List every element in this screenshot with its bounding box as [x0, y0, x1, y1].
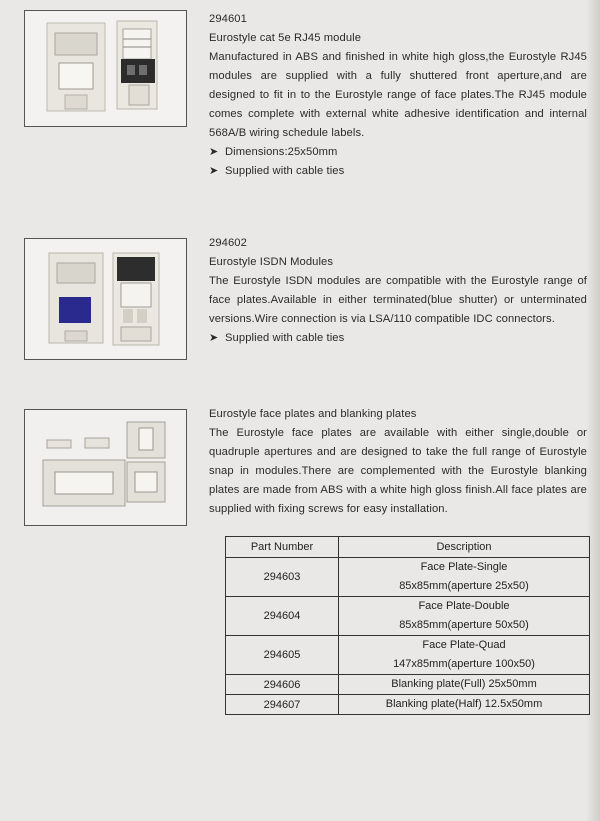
product-code: 294602 — [209, 237, 247, 249]
bullet-item: ➤ Supplied with cable ties — [209, 162, 587, 181]
face-plates-photo — [24, 409, 187, 526]
table-row — [226, 675, 590, 695]
description-cell: Blanking plate(Full) 25x50mm — [339, 675, 590, 695]
column-header: Part Number — [226, 537, 339, 558]
product-294602 — [209, 234, 587, 348]
isdn-module-photo — [24, 238, 187, 360]
product-title: Eurostyle face plates and blanking plates — [209, 408, 417, 420]
product-description: The Eurostyle face plates are available with either single,double or quadruple apertures and are designed to take the full range of Eurostyle snap in modules.There are complemented with the Eurostyle blanking plates are made from ABS with a white high gloss finish.All face plates are supplied with fixing screws for easy installation. — [209, 427, 587, 515]
part-number-table — [225, 536, 590, 715]
product-294601 — [209, 10, 587, 181]
product-code: 294601 — [209, 13, 247, 25]
description-cell: Face Plate-Single 85x85mm(aperture 25x50) — [339, 558, 590, 597]
product-title: Eurostyle ISDN Modules — [209, 256, 334, 268]
table-row — [226, 558, 590, 597]
product-title: Eurostyle cat 5e RJ45 module — [209, 32, 362, 44]
table-row — [226, 695, 590, 715]
product-face-plates — [209, 405, 587, 519]
product-description: Manufactured in ABS and finished in white high gloss,the Eurostyle RJ45 modules are supplied with a fully shuttered front aperture,and are designed to fit in to the Eurostyle range of face plates.The RJ45 module comes complete with external white adhesive identification and internal 568A/B wiring schedule labels. — [209, 51, 587, 139]
part-number-cell: 294604 — [226, 597, 339, 636]
table-header-row — [226, 537, 590, 558]
column-header: Description — [339, 537, 590, 558]
description-cell: Face Plate-Double 85x85mm(aperture 50x50) — [339, 597, 590, 636]
description-cell: Face Plate-Quad 147x85mm(aperture 100x50) — [339, 636, 590, 675]
part-number-cell: 294607 — [226, 695, 339, 715]
arrowhead-bullet-icon: ➤ — [209, 332, 219, 344]
table-row — [226, 636, 590, 675]
description-cell: Blanking plate(Half) 12.5x50mm — [339, 695, 590, 715]
bullet-item: ➤ Dimensions:25x50mm — [209, 143, 587, 162]
arrowhead-bullet-icon: ➤ — [209, 165, 219, 177]
part-number-cell: 294603 — [226, 558, 339, 597]
rj45-module-photo — [24, 10, 187, 127]
product-description: The Eurostyle ISDN modules are compatible with the Eurostyle range of face plates.Available in either terminated(blue shutter) or unterminated versions.Wire connection is via LSA/110 compatible IDC connectors. — [209, 275, 587, 325]
bullet-item: ➤ Supplied with cable ties — [209, 329, 587, 348]
part-number-cell: 294606 — [226, 675, 339, 695]
arrowhead-bullet-icon: ➤ — [209, 146, 219, 158]
part-number-cell: 294605 — [226, 636, 339, 675]
table-row — [226, 597, 590, 636]
